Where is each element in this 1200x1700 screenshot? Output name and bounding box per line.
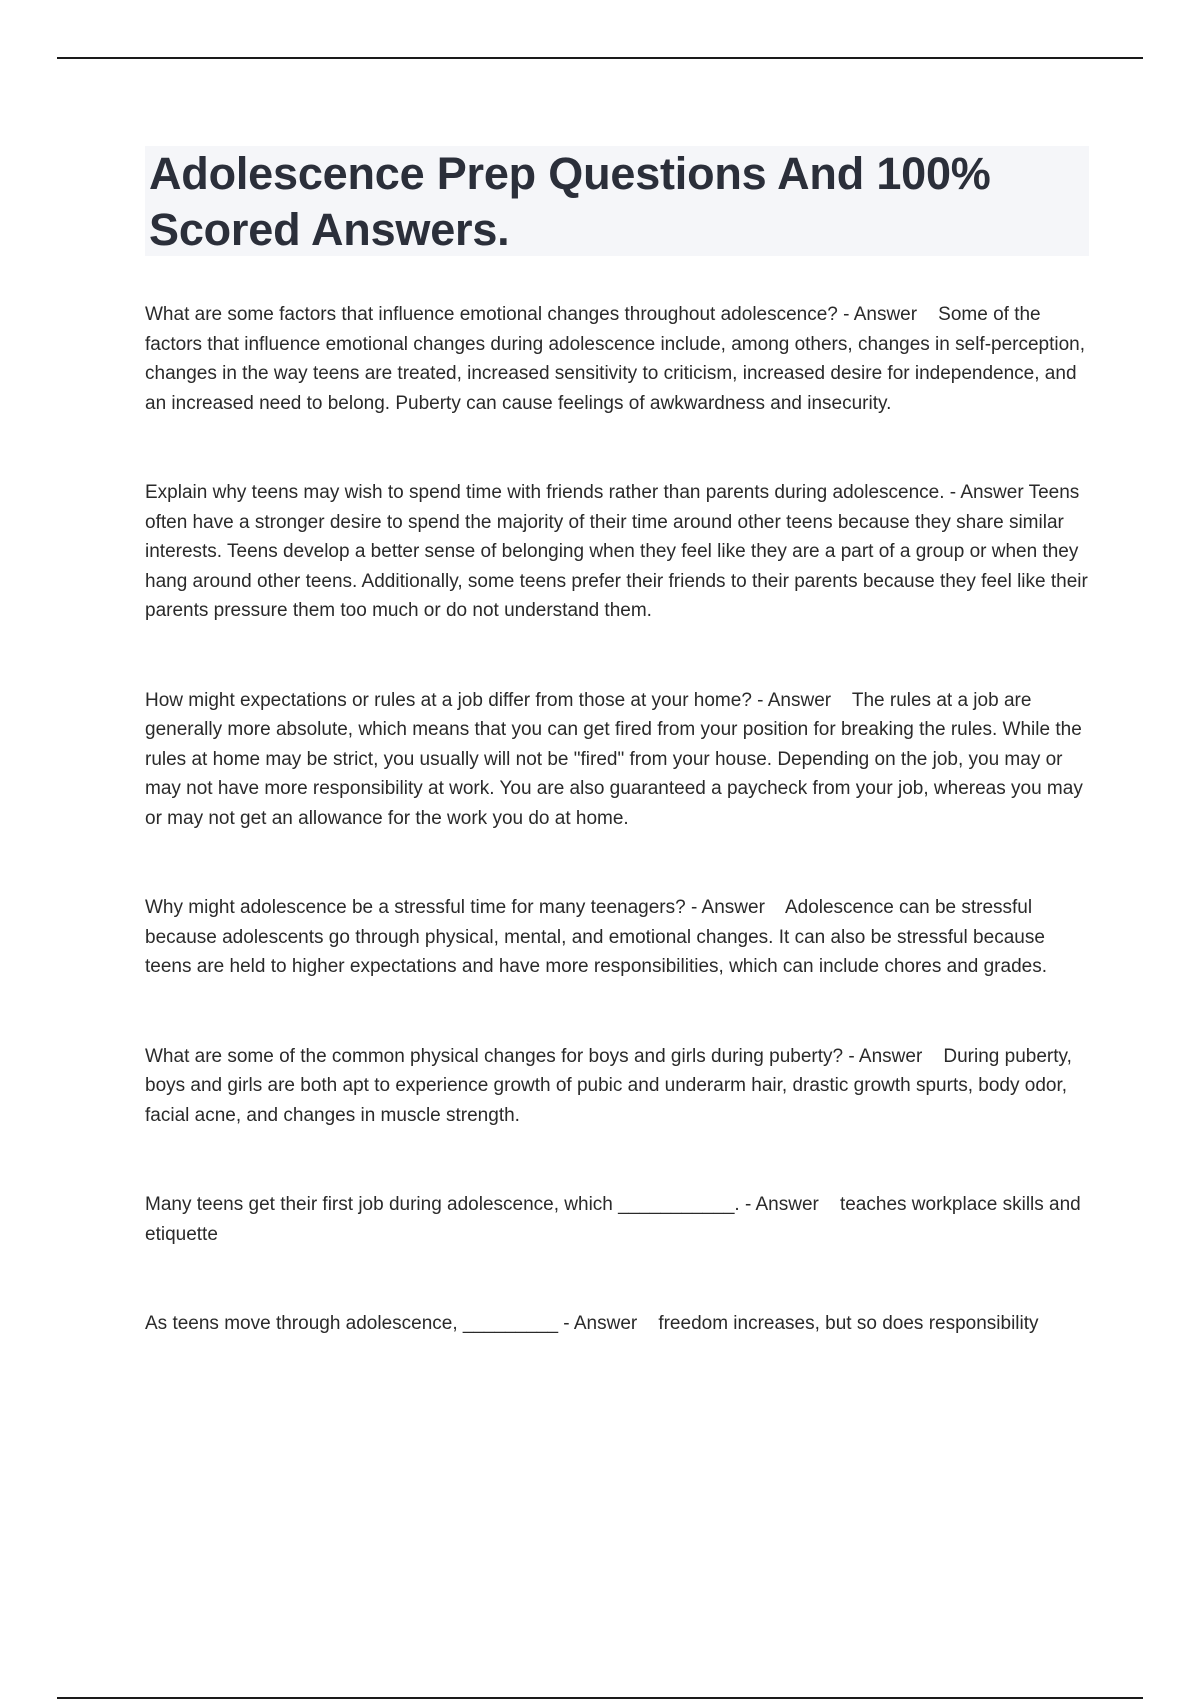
title-block (145, 146, 1089, 256)
qa-item-freedom-responsibility: As teens move through adolescence, _________ - Answer freedom increases, but so does responsibility (145, 1313, 1039, 1334)
bottom-rule (57, 1697, 1143, 1699)
qa-item-first-job: Many teens get their first job during adolescence, which ___________. - Answer teaches workplace skills and etiquette (145, 1194, 1087, 1245)
qa-item-friends-vs-parents: Explain why teens may wish to spend time with friends rather than parents during adolescence. - Answer Teens often have a stronger desire to spend the majority of their time around other teens because they share similar interests. Teens develop a better sense of belonging when they feel like they are a part of a group or when they hang around other teens. Additionally, some teens prefer their friends to their parents because they feel like their parents pressure them too much or do not understand them. (145, 482, 1094, 621)
qa-item-job-vs-home-rules: How might expectations or rules at a job differ from those at your home? - Answer The rules at a job are generally more absolute, which means that you can get fired from your position for breaking the rules. While the rules at home may be strict, you usually will not be "fired" from your house. Depending on the job, you may or may not have more responsibility at work. You are also guaranteed a paycheck from your job, whereas you may or may not get an allowance for the work you do at home. (145, 689, 1089, 829)
qa-list (145, 300, 1094, 1399)
document-title: Adolescence Prep Questions And 100% Scored Answers. (149, 148, 991, 255)
qa-item-physical-changes: What are some of the common physical changes for boys and girls during puberty? - Answer During puberty, boys and girls are both apt to experience growth of pubic and underarm hair, drastic growth spurts, body odor, facial acne, and changes in muscle strength. (145, 1045, 1078, 1126)
top-rule (57, 57, 1143, 59)
qa-item-stressful-time: Why might adolescence be a stressful time for many teenagers? - Answer Adolescence can be stressful because adolescents go through physical, mental, and emotional changes. It can also be stressful because teens are held to higher expectations and have more responsibilities, which can include chores and grades. (145, 897, 1051, 977)
qa-item-emotional-changes: What are some factors that influence emotional changes throughout adolescence? - Answer Some of the factors that influence emotional changes during adolescence include, among others, changes in self-perception, changes in the way teens are treated, increased sensitivity to criticism, increased desire for independence, and an increased need to belong. Puberty can cause feelings of awkwardness and insecurity. (145, 304, 1091, 414)
